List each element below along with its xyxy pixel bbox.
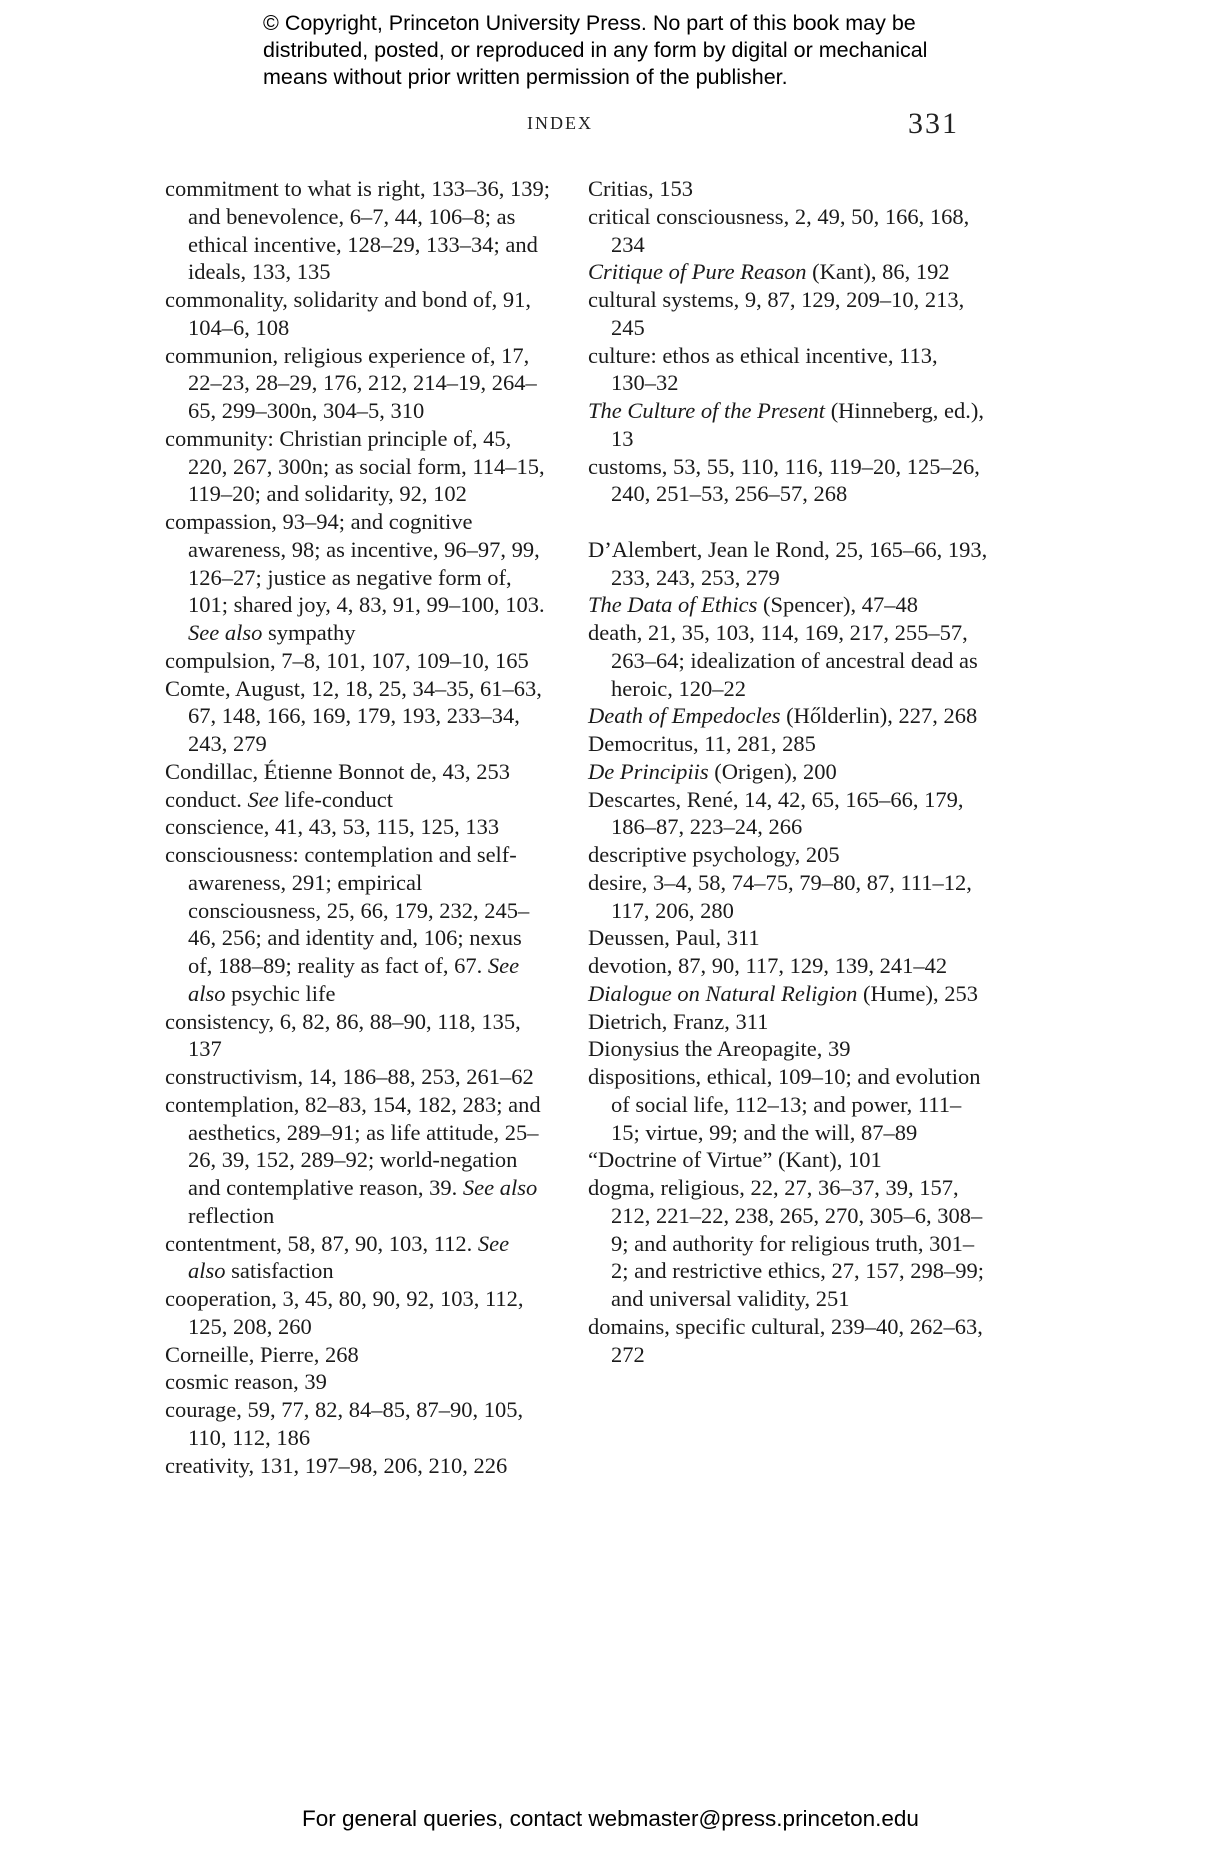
index-entry [588,1008,988,1036]
entry-text: conscience, 41, 43, 53, 115, 125, 133 [165,814,500,840]
cross-reference-label: See [247,786,279,812]
copyright-line: distributed, posted, or reproduced in any form by digital or mechanical [263,38,928,62]
entry-text: (Kant), 86, 192 [806,259,950,285]
entry-text: critical consciousness, 2, 49, 50, 166, 168, 234 [588,203,970,257]
cross-reference-target: life-conduct [278,786,394,812]
index-entry [588,453,988,509]
index-entry [165,342,550,425]
entry-text: Deussen, Paul, 311 [588,925,760,951]
index-entry [588,730,988,758]
index-entry [588,952,988,980]
cross-reference-label: See also [462,1175,538,1200]
work-title: The Culture of the Present [588,398,826,423]
entry-text: conduct. [165,786,242,812]
section-gap [588,508,988,536]
entry-text: dispositions, ethical, 109–10; and evolution of social life, 112–13; and power, 111–15; virtue, 99; and the will, 87–89 [588,1064,981,1145]
index-entry [588,175,988,203]
index-entry [165,1368,550,1396]
entry-text: “Doctrine of Virtue” (Kant), 101 [588,1147,882,1173]
index-entry [165,1230,550,1286]
entry-text: courage, 59, 77, 82, 84–85, 87–90, 105, 110, 112, 186 [165,1397,524,1450]
index-entry [588,1146,988,1174]
index-entry [165,786,550,814]
work-title: Death of Empedocles [588,703,781,729]
entry-text: compulsion, 7–8, 101, 107, 109–10, 165 [165,647,529,673]
index-entry [165,1063,550,1091]
copyright-line: © Copyright, Princeton University Press. No part of this book may be [263,11,916,35]
index-entry [165,1452,550,1480]
index-entry [165,286,550,342]
index-entry [165,758,550,786]
entry-text: creativity, 131, 197–98, 206, 210, 226 [165,1452,508,1478]
entry-text: constructivism, 14, 186–88, 253, 261–62 [165,1064,534,1089]
index-entry [588,536,988,592]
index-entry [165,1285,550,1341]
entry-text: commitment to what is right, 133–36, 139; and benevolence, 6–7, 44, 106–8; as ethical incentive, 128–29, 133–34; and ideals, 133, 135 [165,176,550,285]
cross-reference-label: See also [188,1230,510,1284]
index-entry [165,1341,550,1369]
index-entry [588,869,988,925]
running-head: INDEX [527,113,593,133]
index-entry [588,397,988,453]
cross-reference-label: See also [188,953,520,1006]
entry-text: Condillac, Étienne Bonnot de, 43, 253 [165,758,510,784]
work-title: The Data of Ethics [588,592,758,618]
copyright-notice [263,10,1023,91]
index-entry [588,841,988,869]
index-entry [588,591,988,619]
entry-text: (Origen), 200 [708,758,837,784]
index-entry [165,1396,550,1452]
entry-text: devotion, 87, 90, 117, 129, 139, 241–42 [588,953,948,978]
entry-text: consistency, 6, 82, 86, 88–90, 118, 135, 137 [165,1008,521,1062]
index-entry [588,924,988,952]
index-entry [588,1174,988,1313]
index-entry [588,1063,988,1146]
copyright-line: means without prior written permission of the publisher. [263,65,788,89]
index-entry [588,342,988,398]
index-column-right [588,175,988,1368]
index-entry [165,647,550,675]
index-entry [588,1035,988,1063]
entry-text: cosmic reason, 39 [165,1369,327,1395]
index-entry [165,1091,550,1230]
index-entry [588,786,988,842]
cross-reference-target: psychic life [225,980,336,1006]
index-entry [588,758,988,786]
index-entry [165,1008,550,1064]
index-entry [588,980,988,1008]
entry-text: cultural systems, 9, 87, 129, 209–10, 213, 245 [588,287,965,340]
entry-text: cooperation, 3, 45, 80, 90, 92, 103, 112, 125, 208, 260 [165,1286,524,1339]
entry-text: dogma, religious, 22, 27, 36–37, 39, 157, 212, 221–22, 238, 265, 270, 305–6, 308–9; and authority for religious truth, 301–2; and restrictive ethics, 27, 157, 298–99; and universal validity, 251 [588,1175,985,1311]
entry-text: (Hőlderlin), 227, 268 [780,703,978,729]
work-title: Dialogue on Natural Religion [588,980,858,1006]
index-entry [588,1313,988,1369]
index-entry [165,175,550,286]
entry-text: contentment, 58, 87, 90, 103, 112. [165,1230,473,1256]
index-column-left [165,175,550,1479]
entry-text: communion, religious experience of, 17, 22–23, 28–29, 176, 212, 214–19, 264–65, 299–300n, 304–5, 310 [165,342,537,423]
entry-text: Corneille, Pierre, 268 [165,1341,359,1367]
index-entry [165,841,550,1008]
index-entry [165,508,550,647]
entry-text: compassion, 93–94; and cognitive awareness, 98; as incentive, 96–97, 99, 126–27; justice as negative form of, 101; shared joy, 4, 83, 91, 99–100, 103. [165,509,545,618]
work-title: Critique of Pure Reason [588,259,807,285]
index-entry [588,619,988,702]
cross-reference-target: reflection [188,1202,275,1228]
index-entry [588,258,988,286]
cross-reference-target: sympathy [262,620,356,645]
entry-text: customs, 53, 55, 110, 116, 119–20, 125–26, 240, 251–53, 256–57, 268 [588,453,980,507]
entry-text: (Hinneberg, ed.), 13 [611,398,984,451]
work-title: De Principiis [588,758,709,784]
entry-text: descriptive psychology, 205 [588,842,840,867]
index-entry [588,203,988,259]
entry-text: Critias, 153 [588,176,693,201]
cross-reference-label: See also [188,620,263,645]
index-entry [588,286,988,342]
footer-contact: For general queries, contact webmaster@press.princeton.edu [302,1806,919,1831]
entry-text: Comte, August, 12, 18, 25, 34–35, 61–63, 67, 148, 166, 169, 179, 193, 233–34, 243, 279 [165,675,542,756]
index-entry [588,702,988,730]
entry-text: consciousness: contemplation and self-awareness, 291; empirical consciousness, 25, 66, 179, 232, 245–46, 256; and identity and, 106; nexus of, 188–89; reality as fact of, 67. [165,842,530,978]
entry-text: domains, specific cultural, 239–40, 262–63, 272 [588,1313,983,1367]
entry-text: death, 21, 35, 103, 114, 169, 217, 255–57, 263–64; idealization of ancestral dead as heroic, 120–22 [588,620,978,701]
entry-text: culture: ethos as ethical incentive, 113, 130–32 [588,342,938,396]
entry-text: desire, 3–4, 58, 74–75, 79–80, 87, 111–12, 117, 206, 280 [588,869,972,923]
entry-text: commonality, solidarity and bond of, 91, 104–6, 108 [165,287,531,340]
entry-text: Descartes, René, 14, 42, 65, 165–66, 179, 186–87, 223–24, 266 [588,786,964,840]
entry-text: (Spencer), 47–48 [757,592,918,618]
entry-text: contemplation, 82–83, 154, 182, 283; and aesthetics, 289–91; as life attitude, 25–26, 39, 152, 289–92; world-negation and contemplative reason, 39. [165,1091,541,1200]
cross-reference-target: satisfaction [225,1258,334,1284]
entry-text: Dietrich, Franz, 311 [588,1008,769,1034]
index-entry [165,425,550,508]
entry-text: Dionysius the Areopagite, 39 [588,1036,851,1062]
page-number: 331 [908,107,959,140]
entry-text: Democritus, 11, 281, 285 [588,731,816,756]
entry-text: D’Alembert, Jean le Rond, 25, 165–66, 193, 233, 243, 253, 279 [588,536,988,590]
entry-text: community: Christian principle of, 45, 220, 267, 300n; as social form, 114–15, 119–20; and solidarity, 92, 102 [165,425,545,507]
index-entry [165,675,550,758]
entry-text: (Hume), 253 [857,980,978,1006]
index-entry [165,813,550,841]
